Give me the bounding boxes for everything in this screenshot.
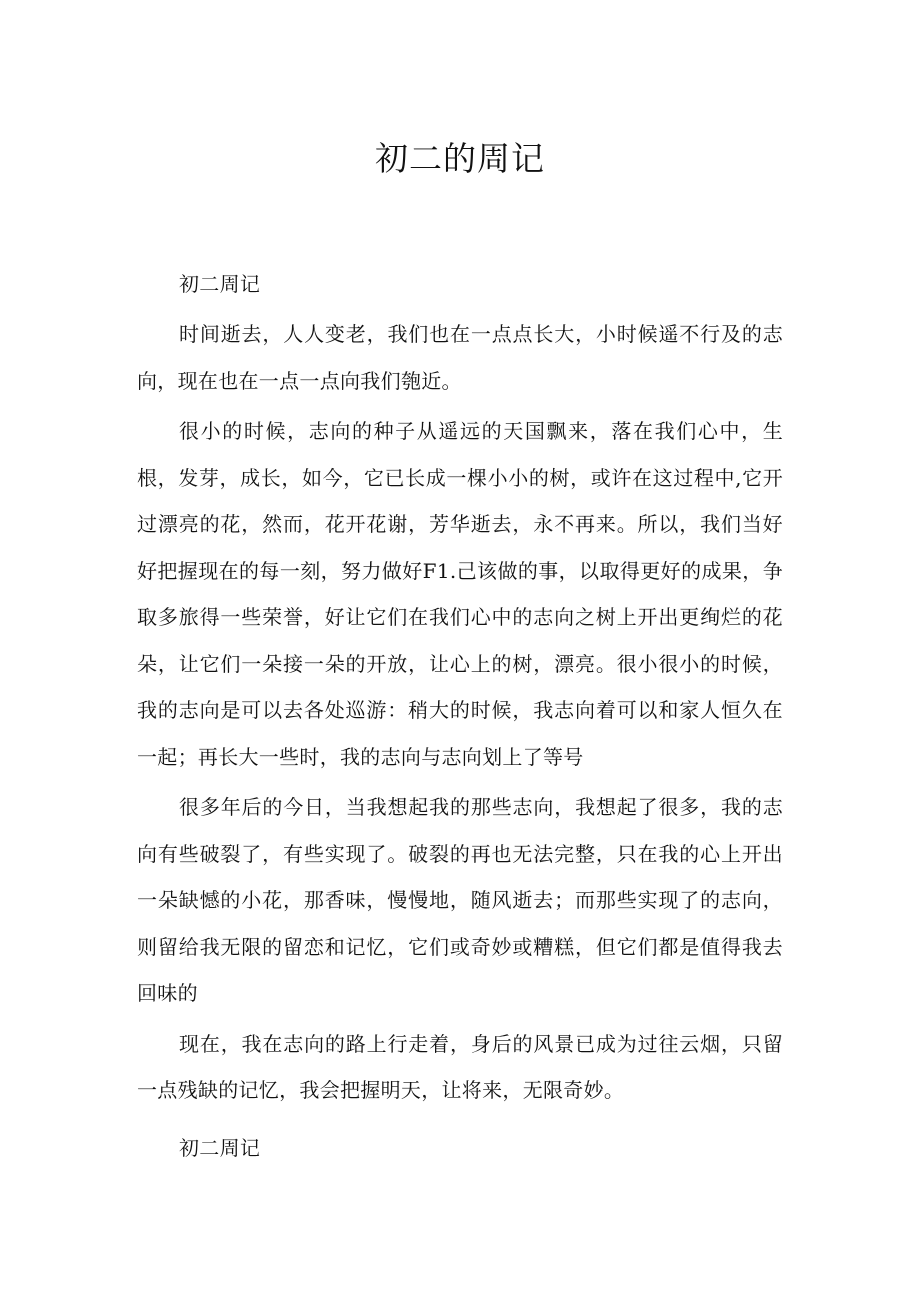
paragraph-2: 很小的时候，志向的种子从遥远的天国飘来，落在我们心中，生根，发芽，成长，如今，它已长成一棵小小的树，或许在这过程中,它开过漂亮的花，然而，花开花谢，芳华逝去，永不再来。所以，我们当好好把握现在的每一刻，努力做好F1.己该做的事，以取得更好的成果，争取多旅得一些荣誉，好让它们在我们心中的志向之树上开出更绚烂的花朵，让它们一朵接一朵的开放，让心上的树，漂亮。很小很小的时候，我的志向是可以去各处巡游：稍大的时候，我志向着可以和家人恒久在一起；再长大一些时，我的志向与志向划上了等号 <box>137 419 783 769</box>
paragraph-3: 很多年后的今日，当我想起我的那些志向，我想起了很多，我的志向有些破裂了，有些实现了。破裂的再也无法完整，只在我的心上开出一朵缺憾的小花，那香味，慢慢地，随风逝去；而那些实现了的志向，则留给我无限的留恋和记忆，它们或奇妙或糟糕，但它们都是值得我去回味的 <box>137 795 783 1005</box>
section-subheading-bottom: 初二周记 <box>179 1135 261 1160</box>
paragraph-1: 时间逝去，人人变老，我们也在一点点长大，小时候遥不行及的志向，现在也在一点一点向我们匏近。 <box>137 322 783 393</box>
page-title: 初二的周记 <box>375 139 545 178</box>
section-subheading-top: 初二周记 <box>179 272 261 296</box>
document-body <box>137 262 783 1171</box>
paragraph-4: 现在，我在志向的路上行走着，身后的风景已成为过往云烟，只留一点残缺的记忆，我会把握明天，让将来，无限奇妙。 <box>137 1031 783 1102</box>
